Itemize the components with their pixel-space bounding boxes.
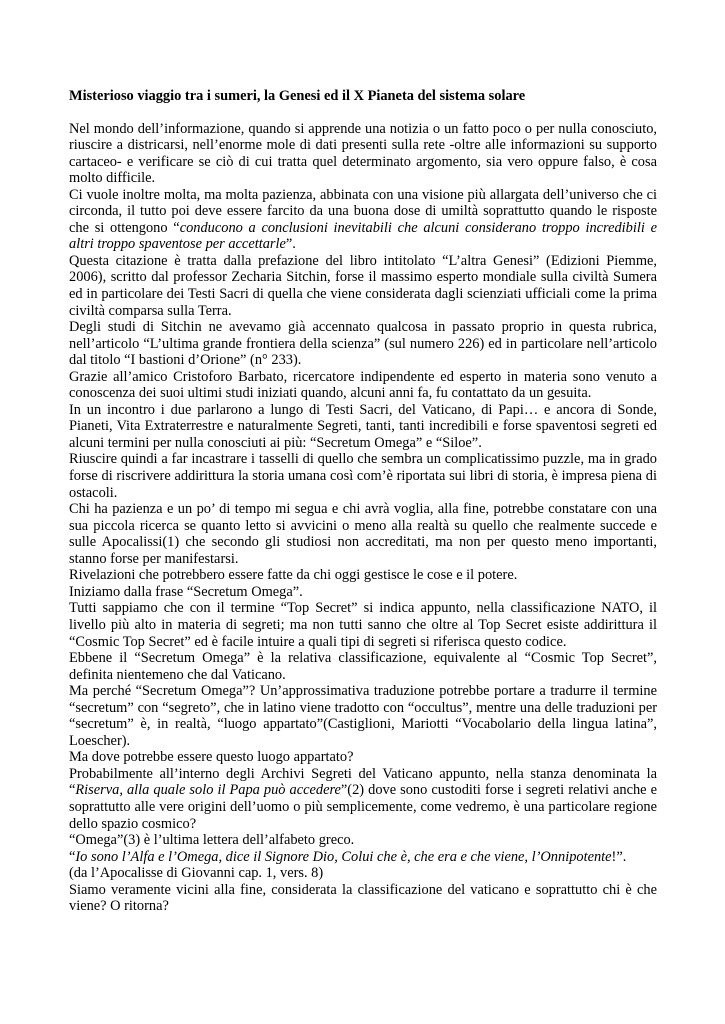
paragraph-15-text-a: Probabilmente all’interno degli Archivi Segreti del Vaticano appunto, nella stanza denominata la “ <box>69 765 657 799</box>
paragraph-3: Questa citazione è tratta dalla prefazione del libro intitolato “L’altra Genesi” (Edizioni Piemme, 2006), scritto dal professor Zecharia Sitchin, forse il massimo esperto mondiale sulla civiltà Sumera ed in particolare dei Testi Sacri di quella che viene considerata dagli scienziati ufficiali come la prima civiltà comparsa sulla Terra. <box>69 252 657 319</box>
paragraph-17 <box>69 849 657 866</box>
paragraph-6: In un incontro i due parlarono a lungo di Testi Sacri, del Vaticano, di Papi… e ancora di Sonde, Pianeti, Vita Extraterrestre e naturalmente Segreti, tanti, tanti incredibili e forse spaventosi segreti ed alcuni termini per nulla conosciuti ai più: “Secretum Omega” e “Siloe”. <box>69 401 657 451</box>
paragraph-12: Ebbene il “Secretum Omega” è la relativa classificazione, equivalente al “Cosmic Top Secret”, definita nientemeno che dal Vaticano. <box>69 650 657 683</box>
paragraph-16: “Omega”(3) è l’ultima lettera dell’alfabeto greco. <box>69 832 355 849</box>
paragraph-17-text-a: “ <box>69 848 76 865</box>
paragraph-1: Nel mondo dell’informazione, quando si apprende una notizia o un fatto poco o per nulla conosciuto, riuscire a districarsi, nell’enorme mole di dati presenti sulla rete -oltre alle informazioni su supporto cartaceo- e verificare se ciò di cui tratta quel determinato argomento, sia vero oppure falso, è cosa molto difficile. <box>69 120 657 187</box>
paragraph-15-text-b: ”(2) dove sono custoditi forse i segreti relativi anche e soprattutto alle vere origini dell’uomo o più semplicemente, come vedremo, è una particolare regione dello spazio cosmico? <box>69 782 657 832</box>
paragraph-5: Grazie all’amico Cristoforo Barbato, ricercatore indipendente ed esperto in materia sono venuto a conoscenza dei suoi ultimi studi iniziati quando, alcuni anni fa, fu contattato da un gesuita. <box>69 368 657 402</box>
paragraph-2 <box>69 187 657 253</box>
paragraph-17-text-b: !”. <box>611 848 627 865</box>
paragraph-19: Siamo veramente vicini alla fine, considerata la classificazione del vaticano e soprattutto chi è che viene? O ritorna? <box>69 881 657 915</box>
paragraph-15 <box>69 766 657 832</box>
paragraph-10: Iniziamo dalla frase “Secretum Omega”. <box>69 583 303 600</box>
document-page <box>69 88 657 915</box>
paragraph-2-text-a: Ci vuole inoltre molta, ma molta pazienza, abbinata con una visione più allargata dell’universo che ci circonda, il tutto poi deve essere farcito da una buona dose di umiltà soprattutto quando le risposte che si ottengono “ <box>69 186 657 236</box>
paragraph-15-quote: Riserva, alla quale solo il Papa può accedere <box>75 782 341 799</box>
paragraph-7: Riuscire quindi a far incastrare i tasselli di quello che sembra un complicatissimo puzzle, ma in grado forse di riscrivere addirittura la storia umana così com’è riportata sui libri di storia, è impresa piena di ostacoli. <box>69 451 657 501</box>
paragraph-13: Ma perché “Secretum Omega”? Un’approssimativa traduzione potrebbe portare a tradurre il termine “secretum” con “segreto”, che in latino viene tradotto con “occultus”, mentre una delle traduzioni per “secretum” è, in realtà, “luogo appartato”(Castiglioni, Mariotti “Vocabolario della lingua latina”, Loescher). <box>69 683 657 749</box>
paragraph-11: Tutti sappiamo che con il termine “Top Secret” si indica appunto, nella classificazione NATO, il livello più alto in materia di segreti; ma non tutti sanno che oltre al Top Secret esiste addirittura il “Cosmic Top Secret” ed è facile intuire a quali tipi di segreti si riferisca questo codice. <box>69 600 657 650</box>
paragraph-9: Rivelazioni che potrebbero essere fatte da chi oggi gestisce le cose e il potere. <box>69 567 518 584</box>
paragraph-2-text-b: ”. <box>285 236 296 253</box>
paragraph-14: Ma dove potrebbe essere questo luogo appartato? <box>69 749 354 766</box>
paragraph-8: Chi ha pazienza e un po’ di tempo mi segua e chi avrà voglia, alla fine, potrebbe constatare con una sua piccola ricerca se quanto letto si avvicini o meno alla realtà su quello che realmente succede e sulle Apocalissi(1) che secondo gli studiosi non accreditati, ma non per questo meno importanti, stanno forse per manifestarsi. <box>69 501 657 567</box>
paragraph-18: (da l’Apocalisse di Giovanni cap. 1, vers. 8) <box>69 865 324 882</box>
article-title: Misterioso viaggio tra i sumeri, la Genesi ed il X Pianeta del sistema solare <box>69 88 526 104</box>
paragraph-17-quote: Io sono l’Alfa e l’Omega, dice il Signore Dio, Colui che è, che era e che viene, l’Onnipotente <box>75 848 612 865</box>
paragraph-4: Degli studi di Sitchin ne avevamo già accennato qualcosa in passato proprio in questa rubrica, nell’articolo “L’ultima grande frontiera della scienza” (sul numero 226) ed in particolare nell’articolo dal titolo “I bastioni d’Orione” (n° 233). <box>69 319 657 369</box>
paragraph-2-quote: conducono a conclusioni inevitabili che alcuni considerano troppo incredibili e altri troppo spaventose per accettarle <box>69 219 657 253</box>
